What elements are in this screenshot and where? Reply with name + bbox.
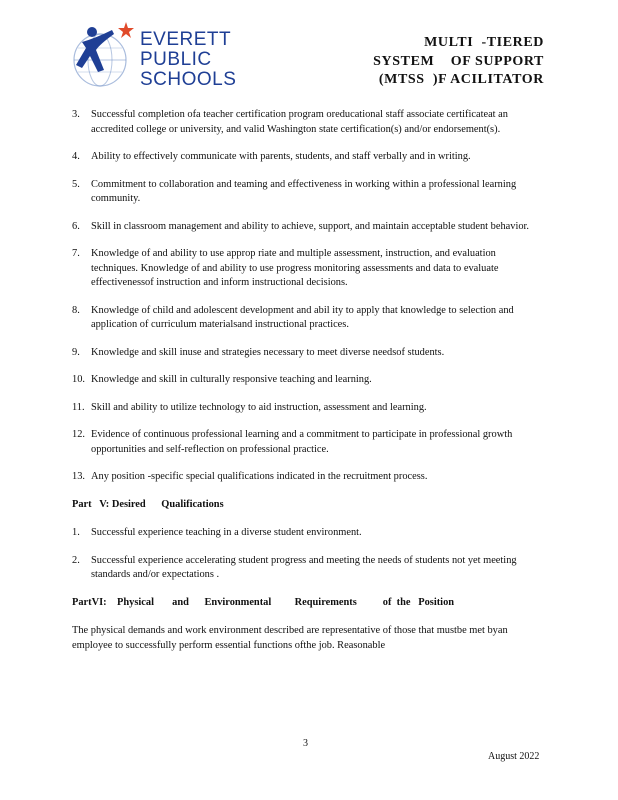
item-number: 6. (72, 220, 80, 232)
item-text: Ability to effectively communicate with parents, students, and staff verbally and in writing. (91, 151, 471, 162)
item-number: 13. (72, 471, 85, 482)
item-text: Successful experience teaching in a diverse student environment. (91, 527, 362, 538)
item-text: Knowledge of and ability to use approp riate and multiple assessment, instruction, and evaluation techniques. Knowledge of and ability to use progress monitoring assessments and data to evaluate effectivenessof instruction and inform instructional decisions. (91, 248, 499, 288)
item-number: 3. (72, 109, 80, 120)
list-item (72, 554, 542, 583)
item-text: Commitment to collaboration and teaming and effectiveness in working within a professional learning community. (91, 178, 517, 204)
item-text: Knowledge and skill in culturally responsive teaching and learning. (91, 374, 372, 385)
item-number: 7. (72, 248, 80, 259)
section-heading-part-vi: PartVI: Physical and Environmental Requirements of the Position (72, 596, 455, 608)
item-number: 5. (72, 178, 80, 190)
item-text: Skill and ability to utilize technology to aid instruction, assessment and learning. (91, 401, 427, 413)
logo-line-3: SCHOOLS (140, 69, 237, 90)
item-number: 11. (72, 401, 85, 413)
list-item (72, 401, 542, 416)
footer-date: August 2022 (488, 751, 540, 762)
list-item (72, 470, 542, 485)
list-item (72, 346, 542, 361)
logo-wordmark (140, 30, 236, 90)
list-item (72, 178, 542, 207)
item-text: Successful completion ofa teacher certification program oreducational staff associate certificateat an accredited college or university, and valid Washington state certification(s) and/or endorsement(s). (91, 109, 508, 135)
list-item (72, 150, 542, 165)
item-number: 12. (72, 429, 85, 440)
item-number: 10. (72, 374, 85, 385)
logo-line-2: PUBLIC (140, 49, 212, 70)
list-item (72, 108, 542, 137)
item-number: 1. (72, 527, 80, 538)
desired-qualifications-list (72, 526, 542, 583)
logo-line-1: EVERETT (140, 29, 232, 50)
item-number: 2. (72, 554, 80, 566)
globe-figure-icon (68, 20, 140, 92)
document-title: MULTI -TIERED SYSTEM OF SUPPORT (MTSS )F ACILITATOR (373, 35, 544, 87)
list-item (72, 304, 542, 333)
item-text: Skill in classroom management and ability to achieve, support, and maintain acceptable student behavior. (91, 220, 530, 232)
page-number: 3 (303, 738, 308, 749)
item-text: Knowledge of child and adolescent development and abil ity to apply that knowledge to selection and application of curriculum materialsand instructional practices. (91, 304, 514, 330)
list-item (72, 373, 542, 388)
item-number: 9. (72, 346, 80, 358)
document-body (72, 108, 542, 653)
physical-requirements-paragraph: The physical demands and work environment described are representative of those that mustbe met byan employee to successfully perform essential functions ofthe job. Reasonable (72, 625, 508, 651)
item-number: 8. (72, 304, 80, 316)
item-text: Evidence of continuous professional learning and a commitment to participate in professional growth opportunities and self-reflection on professional practice. (91, 429, 513, 455)
item-number: 4. (72, 151, 80, 162)
item-text: Any position -specific special qualifications indicated in the recruitment process. (91, 471, 428, 482)
item-text: Successful experience accelerating student progress and meeting the needs of students not yet meeting standards and/or expectations . (91, 554, 517, 580)
district-logo (68, 20, 248, 92)
section-heading-part-v: Part V: Desired Qualifications (72, 498, 224, 510)
list-item (72, 428, 542, 457)
list-item (72, 247, 542, 291)
list-item (72, 220, 542, 235)
item-text: Knowledge and skill inuse and strategies necessary to meet diverse needsof students. (91, 346, 445, 358)
qualifications-list (72, 108, 542, 485)
list-item (72, 526, 542, 541)
